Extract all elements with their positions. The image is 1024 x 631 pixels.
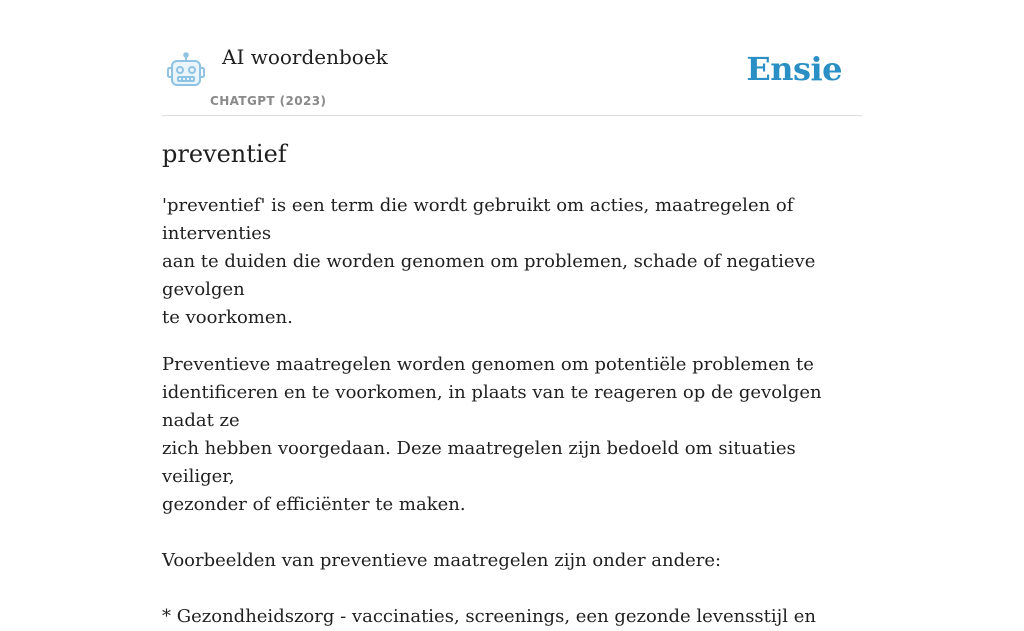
dictionary-title[interactable]: AI woordenboek bbox=[222, 45, 388, 69]
entry-article bbox=[162, 136, 862, 631]
header bbox=[162, 36, 862, 116]
robot-icon bbox=[166, 52, 206, 88]
definition-paragraph: 'preventief' is een term die wordt gebruikt om acties, maatregelen of interventies aan te duiden die worden genomen om problemen, schade of negatieve gevolgen te voorkomen. bbox=[162, 195, 816, 328]
explanation-paragraph: Preventieve maatregelen worden genomen om potentiële problemen te identificeren en te voorkomen, in plaats van te reageren op de gevolgen nadat ze zich hebben voorgedaan. Deze maatregelen zijn bedoeld om situaties veiliger, gezonder of efficiënter te maken. Voorbeelden van preventieve maatregelen zijn onder andere: * Gezondheidszorg - vaccinaties, screenings, een gezonde levensstijl en bbox=[162, 354, 822, 627]
source-label: CHATGPT (2023) bbox=[210, 94, 327, 108]
term-title: preventief bbox=[162, 140, 287, 168]
brand-logo[interactable]: Ensie bbox=[746, 50, 842, 88]
